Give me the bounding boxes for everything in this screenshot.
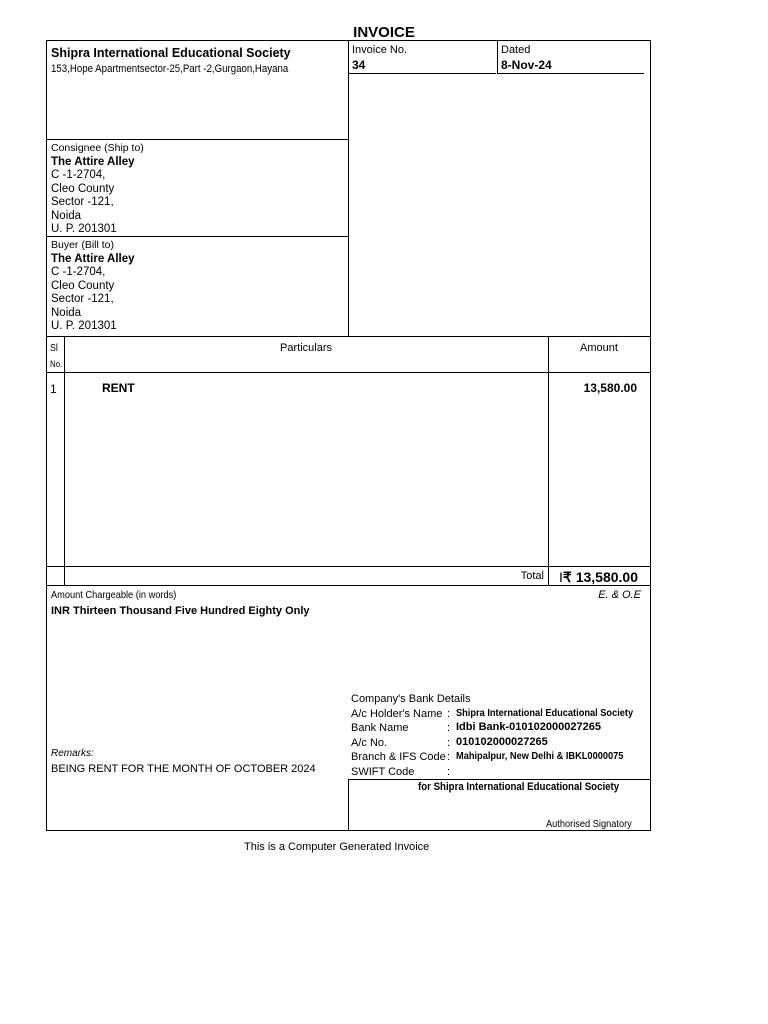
bank-label: Branch & IFS Code <box>351 751 446 763</box>
invoice-title-text: INVOICE <box>353 24 415 41</box>
signature-top-line <box>348 779 650 780</box>
seller-bottom-line <box>46 139 348 140</box>
signature-left-line <box>348 779 349 831</box>
buyer-block <box>51 239 135 334</box>
bank-label: SWIFT Code <box>351 766 415 778</box>
dated-value: 8-Nov-24 <box>501 58 552 72</box>
particulars-header: Particulars <box>280 342 332 354</box>
eoe-label: E. & O.E <box>598 589 641 601</box>
amount-header: Amount <box>580 342 618 354</box>
dated-divider <box>497 40 498 73</box>
consignee-line: Cleo County <box>51 182 115 195</box>
sl-header-top: Sl <box>50 343 58 354</box>
remarks-label: Remarks: <box>51 748 94 759</box>
total-prefix: I <box>559 569 563 585</box>
bank-sep: : <box>447 766 451 778</box>
total-value <box>559 569 638 586</box>
bank-sep: : <box>447 722 451 734</box>
seller-name: Shipra International Educational Society <box>51 46 291 60</box>
bank-sep: : <box>447 708 451 720</box>
consignee-label: Consignee (Ship to) <box>51 142 144 154</box>
sl-column-divider <box>64 336 65 585</box>
consignee-line: Noida <box>51 209 82 222</box>
invoice-title <box>0 24 768 41</box>
invoice-no-underline <box>348 73 496 74</box>
total-label: Total <box>520 570 544 582</box>
authorised-signatory: Authorised Signatory <box>546 818 632 830</box>
consignee-line: C -1-2704, <box>51 169 106 181</box>
amount-words-value: INR Thirteen Thousand Five Hundred Eighty Only <box>51 605 310 617</box>
table-top-line <box>46 336 651 337</box>
buyer-line: C -1-2704, <box>51 266 106 278</box>
amount-words-label: Amount Chargeable (in words) <box>51 589 177 601</box>
table-header-line <box>46 372 651 373</box>
dated-underline <box>497 73 644 74</box>
total-top-line <box>46 566 651 567</box>
dated-label: Dated <box>501 44 531 56</box>
bank-value: 010102000027265 <box>456 736 548 748</box>
consignee-name: The Attire Alley <box>51 155 135 168</box>
buyer-line: U. P. 201301 <box>51 320 117 332</box>
row-particulars: RENT <box>102 381 135 395</box>
sl-header-bottom: No. <box>50 359 63 369</box>
invoice-no-label: Invoice No. <box>352 44 408 56</box>
invoice-no-value: 34 <box>352 58 366 72</box>
consignee-line: U. P. 201301 <box>51 223 117 235</box>
signature-for-line: for Shipra International Educational Society <box>418 781 620 793</box>
bank-sep: : <box>447 751 451 763</box>
buyer-label: Buyer (Bill to) <box>51 239 115 251</box>
bank-heading: Company's Bank Details <box>351 693 471 705</box>
buyer-line: Sector -121, <box>51 293 114 305</box>
buyer-line: Noida <box>51 306 82 319</box>
bank-label: Bank Name <box>351 722 409 734</box>
bank-sep: : <box>447 737 451 749</box>
amount-column-divider <box>548 336 549 585</box>
consignee-line: Sector -121, <box>51 196 114 208</box>
row-amount: 13,580.00 <box>583 381 637 395</box>
border-right <box>650 40 651 831</box>
total-amount: ₹ 13,580.00 <box>562 569 638 585</box>
buyer-line: Cleo County <box>51 279 115 292</box>
seller-address: 153,Hope Apartmentsector-25,Part -2,Gurgaon,Hayana <box>51 63 289 75</box>
header-divider <box>348 40 349 336</box>
bank-value: Mahipalpur, New Delhi & IBKL0000075 <box>456 750 624 762</box>
bank-value: Idbi Bank-010102000027265 <box>456 721 601 733</box>
footer-note: This is a Computer Generated Invoice <box>244 841 430 853</box>
bank-label: A/c Holder's Name <box>351 708 443 720</box>
border-left <box>46 40 47 831</box>
bank-label: A/c No. <box>351 737 388 749</box>
bank-value: Shipra International Educational Society <box>456 707 634 719</box>
remarks-value: BEING RENT FOR THE MONTH OF OCTOBER 2024 <box>51 763 316 775</box>
row-sl: 1 <box>50 382 57 396</box>
consignee-block <box>51 142 144 237</box>
buyer-name: The Attire Alley <box>51 252 135 265</box>
